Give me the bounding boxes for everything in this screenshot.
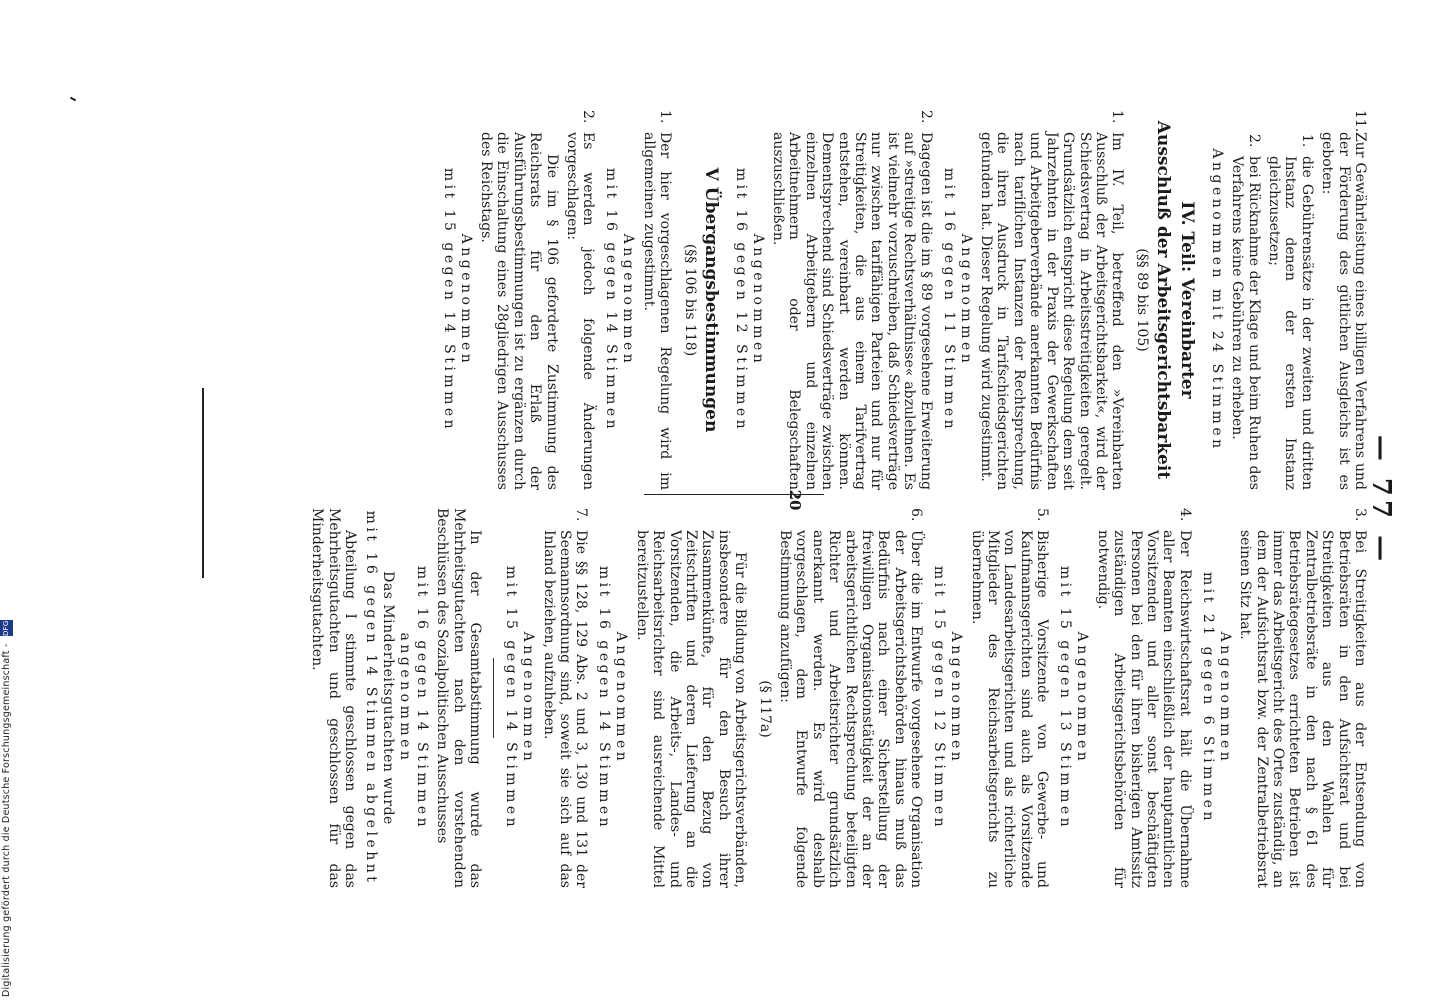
item-number: 7. — [573, 508, 590, 522]
item-text-continued: Die im § 106 geforderte Zustimmung des Reichsrats für den Erlaß der Ausführungsbestimmungen ist zu ergänzen durch die Einschaltung eines 28gliedrigen Ausschusses des Reichstags. — [477, 132, 560, 490]
item-number: 11. — [1352, 110, 1368, 133]
item-text: Im IV. Teil, betreffend den »Vereinbarten Ausschluß der Arbeitsgerichtsbarkeit«, wird der Schiedsvertrag in Arbeitsstreitigkeiten geregelt. Grundsätzlich entspricht diese Regelung dem seit Jahrzehnten in der Praxis der Gewerkschaften und Arbeitgeberverbände anerkannten Bedürfnis nach tariflichen Instanzen der Rechtsprechung, die ihren Ausdruck in Tarifschiedsgerichten gefunden hat. Dieser Regelung wird zugestimmt. — [978, 132, 1126, 490]
vote-result-label: Angenommen — [1074, 631, 1091, 765]
section-heading-5: V Übergangsbestimmungen — [700, 167, 721, 433]
item-6-paragraph-ref: (§ 117a) — [756, 680, 773, 738]
sub-number: 2. — [1245, 134, 1262, 148]
item-7 — [540, 508, 589, 888]
item-number: 6. — [908, 508, 925, 522]
vote-result-label: Angenommen — [620, 233, 637, 367]
final-vote-result-2: mit 16 gegen 14 Stimmen abgelehnt — [362, 510, 379, 886]
item-number: 1. — [1109, 110, 1126, 124]
item-number: 2. — [580, 110, 597, 124]
sub-number: 1. — [1298, 134, 1315, 148]
page-number: — 77 — — [1366, 434, 1396, 566]
vote-result-label: Angenommen — [749, 233, 766, 367]
vote-result-label: Angenommen — [520, 631, 537, 765]
section-5-paragraph-range: (§§ 106 bis 118) — [681, 243, 698, 357]
vote-result-count: mit 16 gegen 14 Stimmen — [603, 167, 620, 433]
item-6 — [633, 508, 924, 888]
column-second — [305, 508, 1368, 888]
section-heading-part: IV. Teil: Vereinbarter — [1176, 201, 1197, 399]
section-paragraph-range: (§§ 89 bis 105) — [1133, 248, 1150, 352]
item-11 — [1319, 110, 1368, 490]
vote-result-count: mit 15 gegen 14 Stimmen — [440, 167, 457, 433]
final-minority-intro: Das Minderheitsgutachten wurde — [379, 571, 396, 825]
digitization-credit — [0, 0, 13, 997]
item-1 — [978, 110, 1126, 490]
scan-rule-mark — [202, 388, 204, 578]
column-first — [434, 110, 1368, 490]
item-text: Es werden jedoch folgende Änderungen vorgeschlagen: — [564, 132, 597, 490]
dfg-logo: DFG — [0, 620, 13, 636]
item-4 — [1094, 508, 1192, 888]
final-vote-result-1: mit 16 gegen 14 Stimmen angenommen — [396, 565, 430, 831]
vote-result-count: mit 21 gegen 6 Stimmen — [1199, 572, 1216, 824]
item-number: 2. — [917, 110, 934, 124]
item-11-sub-1 — [1266, 110, 1315, 490]
final-vote-intro: In der Gesamtabstimmung wurde das Mehrheitsgutachten nach den vorstehenden Beschlüssen des Sozialpolitischen Ausschusses — [434, 508, 484, 888]
item-number: 4. — [1176, 508, 1193, 522]
vote-result-label: Angenommen — [613, 631, 630, 765]
item-3 — [1237, 508, 1368, 888]
item-number: 5. — [1034, 508, 1051, 522]
vote-result-label: Angenommen — [1216, 631, 1233, 765]
item-5-1 — [640, 110, 673, 490]
vote-result-label: Angenommen — [457, 233, 474, 367]
item-text: Der Reichswirtschaftsrat hält die Übernahme aller Beamten einschließlich der hauptamtlichen Vorsitzenden und aller sonst beschäftigten Personen bei den für ihren bisherigen Amtssitz zuständigen Arbeitsgerichtsbehörden für notwendig. — [1094, 530, 1193, 888]
section-divider — [493, 658, 494, 738]
item-text: Die §§ 128, 129 Abs. 2 und 3, 130 und 131 der Seemannsordnung sind, soweit sie sich auf das Inland beziehen, aufzuheben. — [540, 530, 590, 888]
item-text: Über die im Entwurfe vorgesehene Organisation der Arbeitsgerichtsbehörden hinaus muß das Bedürfnis nach einer Sicherstellung der freiwilligen Organisationstätigkeit der an der arbeitsgerichtlichen Rechtsprechung beteiligten Richter und Arbeitsrichter grundsätzlich anerkannt werden. Es wird deshalb vorgeschlagen, dem Entwurfe folgende Bestimmung anzufügen: — [777, 530, 925, 888]
vote-result-count: mit 16 gegen 11 Stimmen — [940, 167, 957, 433]
vote-result-count: mit 16 gegen 14 Stimmen — [596, 565, 613, 831]
item-text: Dagegen ist die im § 89 vorgesehene Erweiterung auf »streitige Rechtsverhältnisse« abzulehnen. Es ist vielmehr vorzuschreiben, daß Schiedsverträge nur zwischen tariffähigen Parteien und nur für Streitigkeiten, die aus einem Tarifvertrag entstehen, vereinbart werden können. Dementsprechend sind Schiedsverträge zwischen einzelnen Arbeitgebern und einzelnen Arbeitnehmern oder Belegschaften auszuschließen. — [770, 132, 934, 490]
vote-result-count: mit 15 gegen 12 Stimmen — [931, 565, 948, 831]
vote-result-count: mit 16 gegen 12 Stimmen — [732, 167, 749, 433]
item-number: 1. — [657, 110, 674, 124]
item-text: Zur Gewährleistung eines billigen Verfahrens und der Förderung des gütlichen Ausgleichs ist es geboten: — [1319, 132, 1368, 490]
vote-result-label: Angenommen — [948, 631, 965, 765]
vote-result-label: Angenommen — [957, 233, 974, 367]
vote-result-count: mit 15 gegen 14 Stimmen — [503, 565, 520, 831]
item-11-sub-2 — [1229, 110, 1262, 490]
footer-page-number: 20 — [786, 489, 804, 511]
vote-result: Angenommen mit 24 Stimmen — [1208, 148, 1225, 452]
item-number: 3. — [1352, 508, 1368, 522]
item-5-2 — [478, 110, 597, 490]
section-heading-title: Ausschluß der Arbeitsgerichtsbarkeit — [1152, 120, 1173, 480]
item-5 — [968, 508, 1050, 888]
item-text: Der hier vorgeschlagenen Regelung wird im allgemeinen zugestimmt. — [640, 132, 674, 490]
item-text-continued: Für die Bildung von Arbeitsgerichtsverbänden, insbesondere für den Besuch ihrer Zusammenkünfte, für den Bezug von Zeitschriften und deren Lieferung an die Vorsitzenden, die Arbeits-, Landes- und Reichsarbeitsrichter sind ausreichende Mittel bereitzustellen. — [633, 530, 749, 888]
final-division-note: Abteilung I stimmte geschlossen gegen das Mehrheitsgutachten und geschlossen für das Minderheitsgutachten. — [309, 508, 358, 888]
item-text: Bei Streitigkeiten aus der Entsendung von Betriebsräten in den Aufsichtsrat und bei Streitigkeiten aus den Wahlen für Zentralbetriebsräte in den nach § 61 des Betriebsrätegesetzes errichteten Betrieben ist immer das Arbeitsgericht des Ortes zuständig, an dem der Aufsichtsrat bzw. der Zentralbetriebsrat seinen Sitz hat. — [1237, 530, 1368, 888]
credit-text: Digitalisierung gefördert durch die Deutsche Forschungsgemeinschaft - — [1, 643, 12, 997]
vote-result-count: mit 15 gegen 13 Stimmen — [1057, 565, 1074, 831]
sub-text: bei Rücknahme der Klage und beim Ruhen des Verfahrens keine Gebühren zu erheben. — [1229, 156, 1262, 490]
item-text: Bisherige Vorsitzende von Gewerbe- und Kaufmannsgerichten sind auch als Vorsitzende von Landesarbeitsgerichten und als richterliche Mitglieder des Reichsarbeitsgerichts zu übernehmen. — [968, 530, 1051, 888]
sub-text: die Gebührensätze in der zweiten und dritten Instanz denen der ersten Instanz gleichzusetzen; — [1265, 156, 1315, 490]
